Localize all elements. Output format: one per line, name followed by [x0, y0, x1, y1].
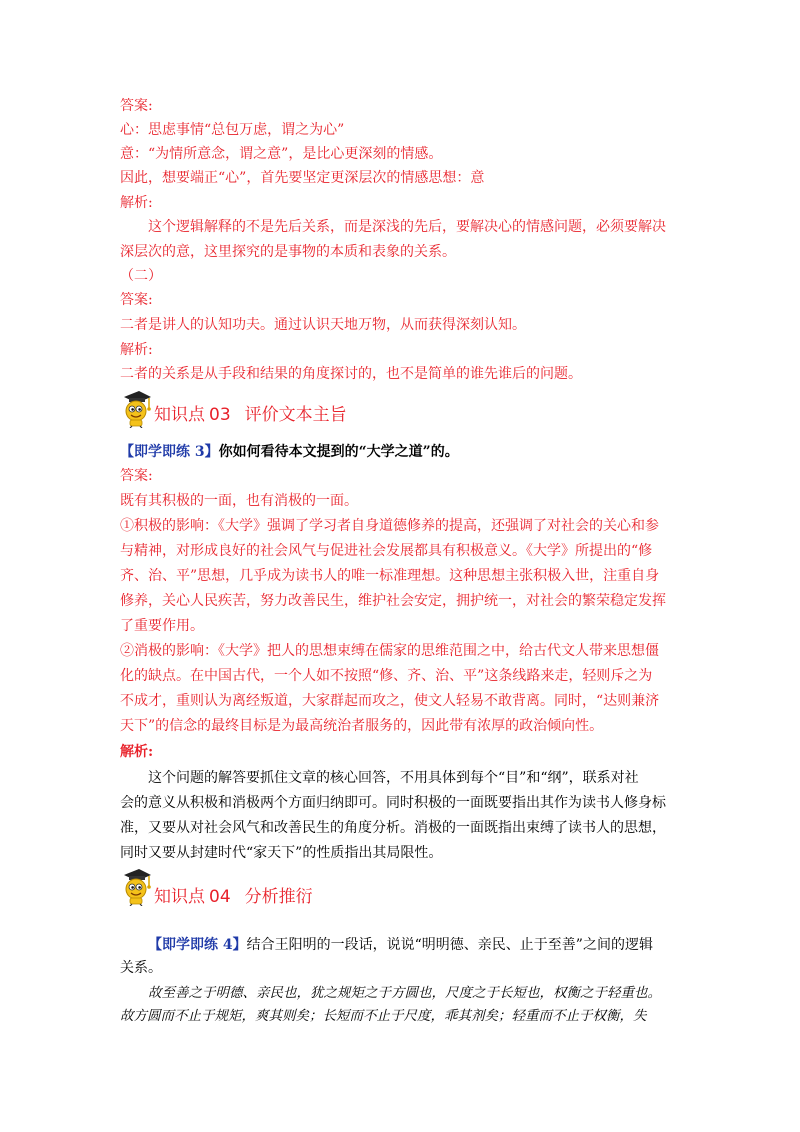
answer-line: 齐、治、平”思想，几乎成为读书人的唯一标准理想。这种思想主张积极入世，注重自身: [120, 568, 660, 584]
answer-line: ②消极的影响：《大学》把人的思想束缚在儒家的思维范围之中，给古代文人带来思想僵: [120, 643, 659, 659]
quote-line: 故方圆而不止于规矩，爽其则矣；长短而不止于尺度，乖其剂矣；轻重而不止于权衡，失: [120, 1008, 647, 1024]
quote-line: 故至善之于明德、亲民也，犹之规矩之于方圆也，尺度之于长短也，权衡之于轻重也。: [148, 985, 661, 1001]
explain-line: 这个逻辑解释的不是先后关系，而是深浅的先后，要解决心的情感问题，必须要解决: [148, 219, 666, 235]
explain-label: 解析:: [120, 744, 154, 760]
exercise-question: [120, 442, 459, 462]
answer-line: 修养，关心人民疾苦，努力改善民生，维护社会安定，拥护统一，对社会的繁荣稳定发挥: [120, 593, 666, 609]
explain-line: 会的意义从积极和消极两个方面归纳即可。同时积极的一面既要指出其作为读书人修身标: [120, 795, 666, 811]
heading-title: 分析推衍: [244, 887, 313, 907]
answer-line: 天下”的信念的最终目标是为最高统治者服务的，因此带有浓厚的政治倾向性。: [120, 718, 604, 734]
heading-text: [154, 400, 347, 425]
answer-line: 二者是讲人的认知功夫。通过认识天地万物，从而获得深刻认知。: [120, 317, 526, 333]
section-number: （二）: [120, 268, 162, 284]
answer-label: 答案:: [120, 468, 153, 484]
answer-line: 不成才，重则认为离经叛道，大家群起而攻之，使文人轻易不敢背离。同时，“达则兼济: [120, 693, 660, 709]
heading-prefix: 知识点: [154, 887, 205, 907]
answer-label: 答案:: [120, 292, 153, 308]
exercise-tag: 【即学即练 4】: [148, 937, 247, 953]
exercise-question-text: 结合王阳明的一段话，说说“明明德、亲民、止于至善”之间的逻辑: [246, 937, 653, 953]
answer-label: 答案:: [120, 98, 153, 114]
exercise-question-text: 你如何看待本文提到的“大学之道”的。: [218, 444, 459, 460]
heading-title: 评价文本主旨: [244, 405, 347, 425]
student-mascot-icon: [118, 388, 152, 428]
answer-line: 与精神，对形成良好的社会风气与促进社会发展都具有积极意义。《大学》所提出的“修: [120, 543, 653, 559]
heading-number: 03: [209, 405, 231, 425]
heading-text: [154, 882, 313, 907]
exercise-tag: 【即学即练 3】: [120, 444, 219, 460]
student-mascot-icon: [118, 866, 152, 906]
answer-line: 既有其积极的一面，也有消极的一面。: [120, 493, 358, 509]
explain-label: 解析:: [120, 195, 153, 211]
heading-number: 04: [209, 887, 231, 907]
explain-line: 这个问题的解答要抓住文章的核心回答，不用具体到每个“目”和“纲”，联系对社: [148, 770, 639, 786]
explain-line: 同时又要从封建时代“家天下”的性质指出其局限性。: [120, 845, 443, 861]
answer-line: 化的缺点。在中国古代，一个人如不按照“修、齐、治、平”这条线路来走，轻则斥之为: [120, 668, 653, 684]
answer-line: 了重要作用。: [120, 618, 204, 634]
answer-line: ①积极的影响：《大学》强调了学习者自身道德修养的提高，还强调了对社会的关心和参: [120, 518, 659, 534]
explain-line: 深层次的意，这里探究的是事物的本质和表象的关系。: [120, 244, 456, 260]
explain-line: 二者的关系是从手段和结果的角度探讨的，也不是简单的谁先谁后的问题。: [120, 366, 582, 382]
answer-line: 意：“为情所意念，谓之意”，是比心更深刻的情感。: [120, 146, 443, 162]
explain-label: 解析:: [120, 342, 153, 358]
answer-line: 因此，想要端正“心”，首先要坚定更深层次的情感思想：意: [120, 170, 485, 186]
heading-prefix: 知识点: [154, 405, 205, 425]
explain-line: 准，又要从对社会风气和改善民生的角度分析。消极的一面既指出束缚了读书人的思想，: [120, 820, 666, 836]
exercise-question: [148, 935, 653, 955]
answer-line: 心：思虑事情“总包万虑，谓之为心”: [120, 122, 345, 138]
exercise-question-line: 关系。: [120, 960, 162, 976]
